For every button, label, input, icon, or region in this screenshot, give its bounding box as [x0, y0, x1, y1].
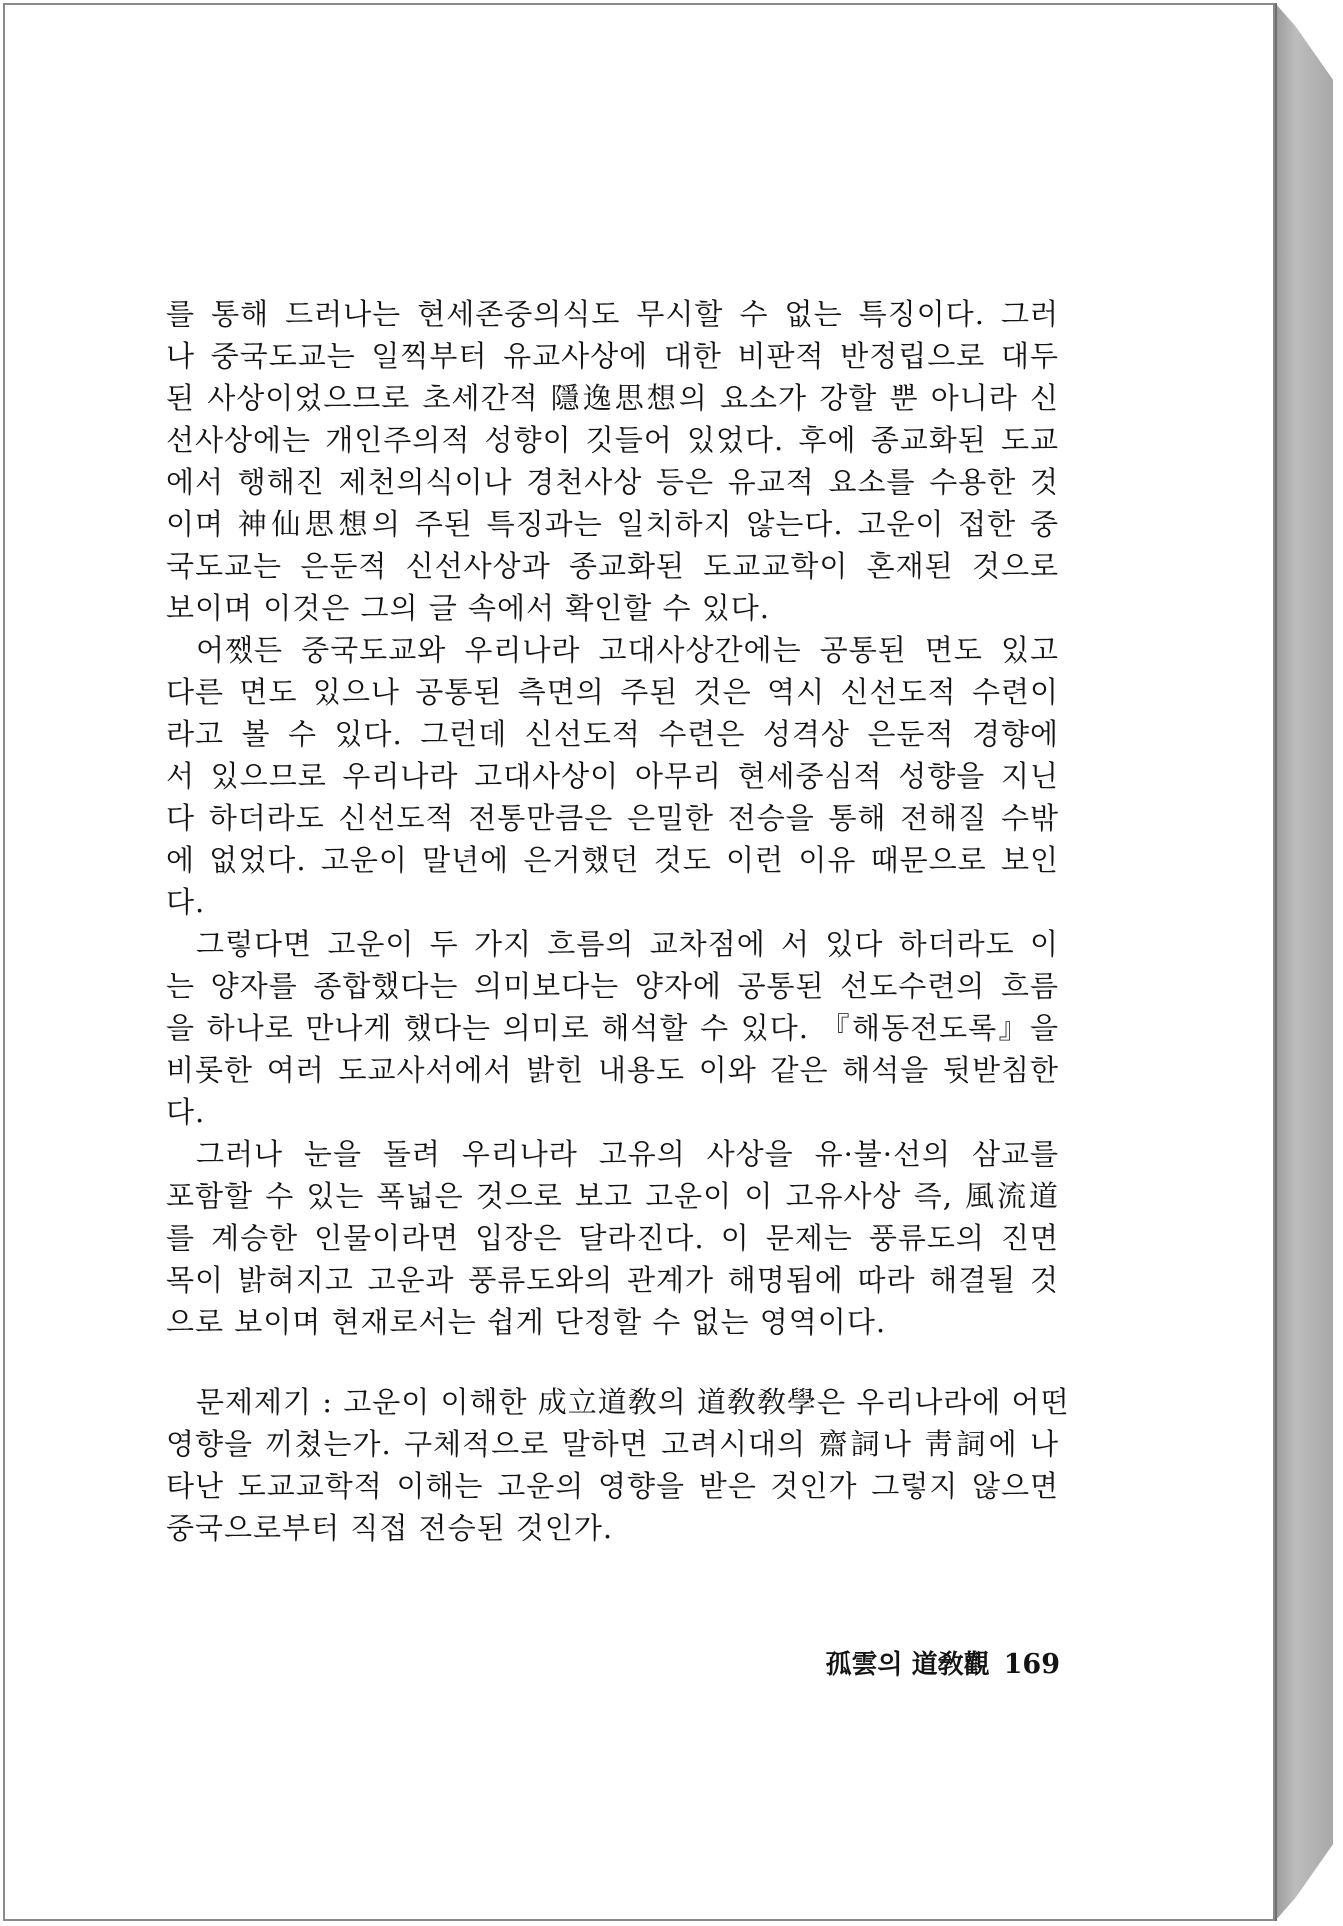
text-line: 다.	[166, 1095, 206, 1129]
text-line: 는 양자를 종합했다는 의미보다는 양자에 공통된 선도수련의 흐름	[166, 969, 1059, 1003]
page-edge-shadow	[1275, 3, 1333, 1921]
text-line: 서 있으므로 우리나라 고대사상이 아무리 현세중심적 성향을 지닌	[166, 759, 1059, 793]
text-line: 그렇다면 고운이 두 가지 흐름의 교차점에 서 있다 하더라도 이	[196, 927, 1059, 961]
text-line: 다.	[166, 885, 206, 919]
text-line: 라고 볼 수 있다. 그런데 신선도적 수련은 성격상 은둔적 경향에	[166, 717, 1059, 751]
text-line: 나 중국도교는 일찍부터 유교사상에 대한 비판적 반정립으로 대두	[166, 339, 1059, 373]
text-line: 를 통해 드러나는 현세존중의식도 무시할 수 없는 특징이다. 그러	[166, 297, 1059, 331]
paragraph-4	[166, 1133, 1059, 1343]
text-line: 다른 면도 있으나 공통된 측면의 주된 것은 역시 신선도적 수련이	[166, 675, 1059, 709]
text-line: 이며 神仙思想의 주된 특징과는 일치하지 않는다. 고운이 접한 중	[166, 507, 1059, 541]
text-line: 된 사상이었으므로 초세간적 隱逸思想의 요소가 강할 뿐 아니라 신	[166, 381, 1059, 415]
question-block	[166, 1381, 1070, 1549]
text-line: 어쨌든 중국도교와 우리나라 고대사상간에는 공통된 면도 있고	[196, 633, 1059, 667]
text-line: 에서 행해진 제천의식이나 경천사상 등은 유교적 요소를 수용한 것	[166, 465, 1059, 499]
text-line: 문제제기 : 고운이 이해한 成立道敎의 道敎敎學은 우리나라에 어떤	[196, 1385, 1070, 1419]
text-line: 중국으로부터 직접 전승된 것인가.	[166, 1511, 614, 1545]
text-line: 목이 밝혀지고 고운과 풍류도와의 관계가 해명됨에 따라 해결될 것	[166, 1263, 1059, 1297]
text-line: 다 하더라도 신선도적 전통만큼은 은밀한 전승을 통해 전해질 수밖	[166, 801, 1059, 835]
paragraph-2	[166, 629, 1059, 923]
page-edge-line	[1275, 3, 1277, 1921]
text-line: 선사상에는 개인주의적 성향이 깃들어 있었다. 후에 종교화된 도교	[166, 423, 1059, 457]
text-line: 타난 도교교학적 이해는 고운의 영향을 받은 것인가 그렇지 않으면	[166, 1469, 1059, 1503]
text-line: 을 하나로 만나게 했다는 의미로 해석할 수 있다. 『해동전도록』을	[166, 1011, 1059, 1045]
paragraph-1	[166, 293, 1059, 629]
body-text	[166, 293, 1070, 1549]
text-line: 영향을 끼쳤는가. 구체적으로 말하면 고려시대의 齋詞나 靑詞에 나	[166, 1427, 1059, 1461]
text-line: 를 계승한 인물이라면 입장은 달라진다. 이 문제는 풍류도의 진면	[166, 1221, 1059, 1255]
text-line: 그러나 눈을 돌려 우리나라 고유의 사상을 유·불·선의 삼교를	[196, 1137, 1059, 1171]
text-line: 보이며 이것은 그의 글 속에서 확인할 수 있다.	[166, 591, 770, 625]
page-footer	[800, 1644, 1060, 1681]
text-line: 비롯한 여러 도교사서에서 밝힌 내용도 이와 같은 해석을 뒷받침한	[166, 1053, 1059, 1087]
paragraph-3	[166, 923, 1059, 1133]
page-number: 169	[1003, 1649, 1060, 1680]
text-line: 포함할 수 있는 폭넓은 것으로 보고 고운이 이 고유사상 즉, 風流道	[166, 1179, 1059, 1213]
text-line: 국도교는 은둔적 신선사상과 종교화된 도교교학이 혼재된 것으로	[166, 549, 1059, 583]
running-title: 孤雲의 道敎觀	[825, 1650, 990, 1680]
text-line: 에 없었다. 고운이 말년에 은거했던 것도 이런 이유 때문으로 보인	[166, 843, 1059, 877]
text-line: 으로 보이며 현재로서는 쉽게 단정할 수 없는 영역이다.	[166, 1305, 887, 1339]
